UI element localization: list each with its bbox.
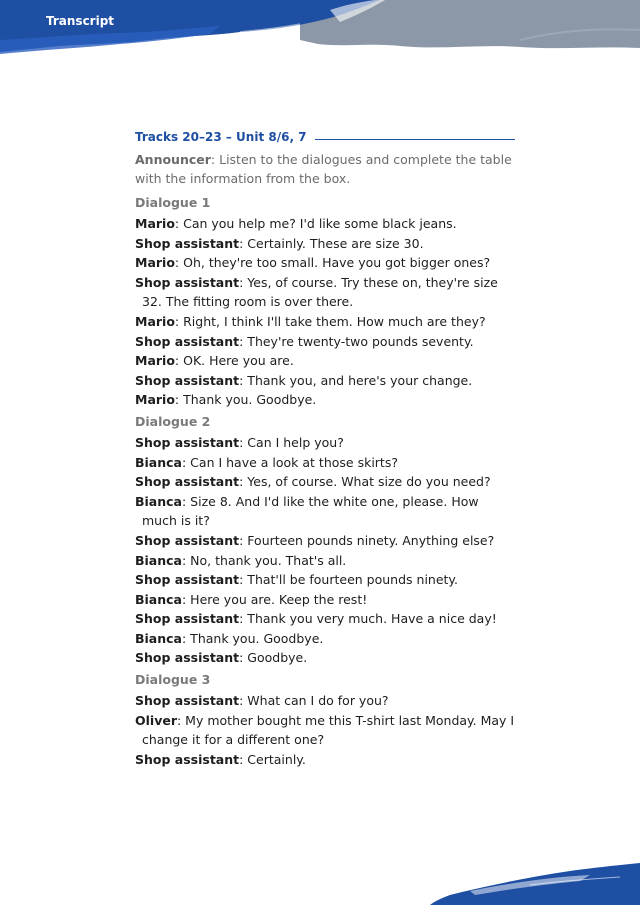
- dialogue-line: [135, 472, 515, 492]
- dialogue-line: [135, 351, 515, 371]
- dialogues: [135, 193, 515, 769]
- speaker-name: Shop assistant: [135, 434, 240, 450]
- line-text: : No, thank you. That's all.: [182, 552, 347, 568]
- speaker-name: Shop assistant: [135, 572, 240, 588]
- speaker-name: Bianca: [135, 552, 182, 568]
- dialogue-heading: Dialogue 2: [135, 413, 211, 429]
- dialogue-line: [135, 492, 515, 531]
- dialogue-line: [135, 531, 515, 551]
- speaker-name: Mario: [135, 392, 175, 408]
- line-text: : Certainly. These are size 30.: [239, 235, 424, 251]
- speaker-name: Oliver: [135, 712, 177, 728]
- dialogue-block: [135, 670, 515, 769]
- line-text: : Oh, they're too small. Have you got bigger ones?: [174, 255, 491, 271]
- line-text: : Goodbye.: [239, 650, 308, 666]
- speaker-name: Shop assistant: [135, 650, 240, 666]
- track-title: Tracks 20–23 – Unit 8/6, 7: [135, 130, 307, 144]
- speaker-name: Mario: [135, 313, 175, 329]
- line-text: : Certainly.: [239, 751, 306, 767]
- speaker-name: Shop assistant: [135, 474, 240, 490]
- line-text: : Fourteen pounds ninety. Anything else?: [239, 532, 495, 548]
- line-text: : Yes, of course. Try these on, they're size 32. The fitting room is over there.: [142, 274, 498, 310]
- transcript-content: [135, 130, 515, 769]
- line-text: : Thank you, and here's your change.: [239, 372, 473, 388]
- dialogue-line: [135, 234, 515, 254]
- track-heading: [135, 130, 515, 144]
- line-text: : My mother bought me this T-shirt last Monday. May I change it for a different one?: [142, 712, 515, 748]
- speaker-name: Mario: [135, 216, 175, 231]
- line-text: : Can I have a look at those skirts?: [182, 454, 398, 470]
- speaker-name: Shop assistant: [135, 532, 240, 548]
- line-text: : Size 8. And I'd like the white one, please. How much is it?: [142, 493, 479, 529]
- dialogue-line: [135, 711, 515, 750]
- dialogue-line: [135, 312, 515, 332]
- dialogue-line: [135, 551, 515, 571]
- dialogue-line: [135, 570, 515, 590]
- speaker-name: Bianca: [135, 630, 182, 646]
- announcer-line: [135, 150, 515, 188]
- dialogue-line: [135, 590, 515, 610]
- track-divider: [315, 139, 515, 140]
- speaker-name: Announcer: [135, 152, 211, 167]
- dialogue-line: [135, 214, 515, 234]
- speaker-name: Shop assistant: [135, 751, 240, 767]
- speaker-name: Shop assistant: [135, 333, 240, 349]
- speaker-name: Shop assistant: [135, 693, 240, 709]
- line-text: : Thank you very much. Have a nice day!: [239, 611, 497, 627]
- footer-brush-art: [430, 855, 640, 905]
- line-text: : Thank you. Goodbye.: [182, 630, 324, 646]
- dialogue-heading: Dialogue 3: [135, 672, 211, 688]
- line-text: : Can I help you?: [239, 434, 344, 450]
- speaker-name: Bianca: [135, 591, 182, 607]
- speaker-name: Mario: [135, 353, 175, 369]
- line-text: : Thank you. Goodbye.: [174, 392, 317, 408]
- dialogue-line: [135, 332, 515, 352]
- line-text: : Yes, of course. What size do you need?: [239, 474, 491, 490]
- line-text: : Listen to the dialogues and complete the table with the information from the box.: [135, 152, 512, 186]
- dialogue-line: [135, 433, 515, 453]
- line-text: : OK. Here you are.: [174, 353, 294, 369]
- dialogue-line: [135, 371, 515, 391]
- dialogue-line: [135, 273, 515, 312]
- speaker-name: Bianca: [135, 454, 182, 470]
- speaker-name: Bianca: [135, 493, 182, 509]
- speaker-name: Mario: [135, 255, 175, 271]
- header-brush-banner: [0, 0, 640, 80]
- line-text: : They're twenty-two pounds seventy.: [239, 333, 474, 349]
- dialogue-line: [135, 253, 515, 273]
- dialogue-line: [135, 750, 515, 770]
- header-title: Transcript: [46, 14, 115, 28]
- dialogue-line: [135, 648, 515, 668]
- dialogue-block: [135, 193, 515, 410]
- dialogue-line: [135, 609, 515, 629]
- line-text: : Right, I think I'll take them. How much are they?: [174, 313, 486, 329]
- line-text: : What can I do for you?: [239, 693, 389, 709]
- dialogue-line: [135, 691, 515, 711]
- speaker-name: Shop assistant: [135, 611, 240, 627]
- line-text: : Can you help me? I'd like some black jeans.: [174, 216, 457, 231]
- speaker-name: Shop assistant: [135, 235, 240, 251]
- dialogue-line: [135, 390, 515, 410]
- line-text: : Here you are. Keep the rest!: [182, 591, 368, 607]
- dialogue-line: [135, 629, 515, 649]
- speaker-name: Shop assistant: [135, 372, 240, 388]
- speaker-name: Shop assistant: [135, 274, 240, 290]
- dialogue-line: [135, 453, 515, 473]
- dialogue-heading: Dialogue 1: [135, 195, 211, 210]
- line-text: : That'll be fourteen pounds ninety.: [239, 572, 459, 588]
- dialogue-block: [135, 412, 515, 668]
